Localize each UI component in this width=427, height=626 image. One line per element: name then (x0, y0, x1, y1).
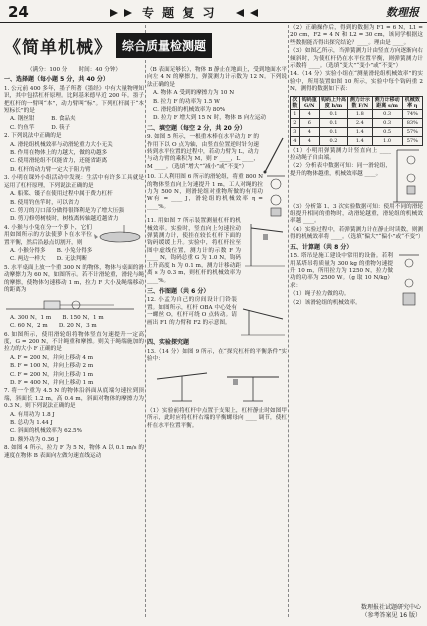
option-line: D. 剪刀修剪树枝时，树枝离转轴越近越省力 (10, 216, 119, 223)
table-row (291, 136, 423, 145)
section-heading: 二、填空题（每空 2 分，共 20 分） (147, 124, 246, 132)
question-13: 13.（14 分）如图 9 所示，在“探究杠杆的平衡条件”实验中： (147, 348, 287, 363)
table-header: 测力计移动距离 s/m (372, 96, 402, 109)
brand-logo: 数理报 (386, 6, 419, 19)
column-divider (288, 25, 289, 617)
option-line: C. 两边一样大 D. 无法判断 (10, 256, 88, 263)
question-1: 1. 公元前 400 多年，墨子所著《墨经》中有大量物理知识，其中包括杠杆原理。比阿基米德早近 200 年。墨子把杠杆的一臂叫“本”，动力臂叫“标”。下列杠杆属于“本短标长”的是 (4, 85, 144, 115)
option-line: D. 拉力 F 增大到 15 N 时，物体 B 向左运动 (153, 115, 267, 122)
option-line: A. 船桨、镊子在使用过程中属于费力杠杆 (10, 191, 113, 198)
table-cell: 4 (291, 136, 300, 145)
question-3: 3. 小明在课外小组活动中发现：生活中有许多工具就是运用了杠杆原理，下列说法正确的是 (4, 175, 144, 189)
option-line: C. 斜面的机械效率为 62.5% (10, 428, 82, 435)
table-header: 测力计示数 F/N (348, 96, 373, 109)
question-6: 6. 如图所示，使用滑轮组将物体竖直匀速提升一定高度，G = 200 N，不计绳重和摩擦。则关于绳端施加的拉力的大小 F 正确的是 (4, 331, 144, 353)
option-line: A. F = 200 N，并向上移动 4 m (10, 354, 94, 361)
footer-line: （参考答案见 16 版） (361, 612, 421, 619)
section-heading: 一、选择题（每小题 5 分，共 40 分） (4, 76, 109, 84)
column-divider (145, 25, 146, 617)
question-13-part-1: （1）实验前将杠杆中点置于支架上，杠杆静止时如图甲所示，此时应将杠杆右端的平衡螺母向 ____ 调节，使杠杆在水平位置平衡。 (147, 407, 287, 429)
option-line: A. 滑轮组机械效率与动滑轮重力大小无关 (10, 141, 113, 148)
lever-balance-figure (147, 365, 287, 405)
triangle-right-icon (236, 9, 244, 17)
table-cell: 57% (402, 136, 422, 145)
question-13-part-2: （2）正确操作后，得到的数据为 F1 = 6 N，L1 = 20 cm，F2 = 4 N 和 L2 = 30 cm，该同学根据这些数据能否得出探究结论？____。理由是 ____。 (290, 25, 423, 46)
table-row (291, 118, 423, 127)
column-3 (290, 25, 423, 617)
table-cell: 2.4 (348, 118, 373, 127)
question-14-part-2: （2）分析表中数据可知：同一滑轮组，提升的物体越重，机械效率越 ____。 (290, 163, 391, 177)
option-line: D. 额外功为 0.36 J (10, 436, 59, 443)
question-9: 9. 如图 5 所示，一根重木棒在水平动力 F 的作用下以 O 点为轴，由竖直位置逆时针匀速转到水平位置的过程中，若动力臂为 L，动力与动力臂的乘积为 M，则 F ____，L ____，M ____。（选填“增大”“减小”或“不变”） (147, 134, 259, 170)
table-header: 钩码上升高度 h/m (320, 96, 346, 109)
table-row (291, 109, 423, 118)
table-cell: 1 (291, 109, 300, 118)
option-line: C. 剪刀的刀口部分做得很锋利是为了增大压强 (10, 207, 124, 214)
option-line: A. 300 N，1 m B. 150 N，1 m (10, 314, 104, 321)
triangle-right-icon (250, 9, 258, 17)
option-line: A. 物体 A 受到的摩擦力为 10 N (153, 90, 235, 97)
tower-crane-figure (395, 253, 423, 309)
table-cell: 6 (299, 118, 319, 127)
triangle-left-icon (124, 9, 132, 17)
option-line: C. 60 N，2 m D. 20 N，3 m (10, 323, 97, 330)
option-line: D. 杠杆的动力臂一定大于阻力臂 (10, 166, 91, 173)
table-cell: 3 (291, 127, 300, 136)
question-7: 7. 将一个重为 4.5 N 的物体沿斜面从底端匀速拉到顶端，斜面长 1.2 m，高 0.4 m，斜面对物体的摩擦力为 0.3 N。则下列说法正确的是 (4, 388, 144, 410)
table-cell: 0.1 (319, 127, 347, 136)
table-cell: 0.3 (372, 109, 402, 118)
question-5: 5. 水平桌面上放一个重 300 N 的物体，物体与桌面的滑动摩擦力为 60 N，如图所示。若不计滑轮重，滑轮与绳的摩擦，使物体匀速移动 1 m，拉力 F 大小及绳端移动的距离为 (4, 264, 144, 293)
table-cell: 4 (299, 109, 319, 118)
data-table (290, 96, 423, 146)
question-2: 2. 下列说法中正确的是 (4, 133, 62, 140)
question-14-part-4: （4）实验过程中，若弹簧测力计在静止时读数，则测得的机械效率将 ____。（选填“偏大”“偏小”或“不变”） (290, 226, 424, 241)
table-header: 次数 (292, 96, 298, 109)
option-line: B. 拉力 F 的功率为 1.5 W (153, 98, 220, 105)
section-heading: 三、作图题（共 6 分） (147, 287, 210, 295)
question-12: 12. 小孟为自己的房间设计门铃装置。如图所示，杠杆 OBA 中心处有一螺丝 O，杠杆可绕 O 点转动。请画出 F1 的力臂和 F2 的示意图。 (147, 297, 237, 326)
table-cell: 0.2 (319, 136, 347, 145)
question-10: 10. 工人利用图 6 所示的滑轮组，将重 800 N 的物体竖直向上匀速提升 1 m，工人对绳的拉力为 500 N，则滑轮组对重物所做的有用功 W有 = ____ J，滑轮组的机械效率 η = ____%。 (147, 174, 263, 210)
table-cell: 1.0 (372, 136, 402, 145)
radish-figure (94, 225, 144, 247)
lever-figure (261, 134, 287, 174)
pulley-stand-figure (393, 148, 423, 204)
pulley-figure (4, 295, 144, 311)
page-number: 24 (8, 3, 29, 21)
option-line: C. 滑轮组的机械效率为 80% (153, 107, 226, 114)
table-cell: 2 (291, 118, 300, 127)
pulley-block-figure (265, 174, 287, 218)
option-line: A. 钢丝钳 B. 食品夹 (10, 116, 76, 123)
exam-meta: （满分：100 分 时间：40 分钟） (26, 67, 122, 73)
doorbell-lever-figure (239, 297, 287, 337)
page-header (0, 0, 427, 23)
banner (4, 25, 286, 65)
table-cell: 1.8 (348, 109, 373, 118)
question-13-part-3: （3）如图乙所示，当弹簧测力计由竖直方向逐渐向右倾斜时，为使杠杆仍在水平位置平衡，则弹簧测力计示数将 ____。（选填“变大”“变小”或“不变”） (290, 48, 423, 70)
footer-line: 数理报社试题研究中心 (360, 604, 421, 611)
table-row (291, 127, 423, 136)
table-cell: 1.4 (348, 136, 373, 145)
table-header: 钩码重 G/N (299, 96, 319, 109)
table-cell: 4 (299, 136, 319, 145)
option-line: C. 使用滑轮组不仅能省力，还能省距离 (10, 158, 108, 165)
table-header: 机械效率 η (402, 96, 422, 109)
banner-subtitle: 综合质量检测题 (116, 33, 212, 58)
table-cell: 74% (402, 109, 422, 118)
question-15: 15. 塔吊是施工建设中常用的设备。若利用某塔吊将质量为 300 kg 的重物匀速提升 10 m，所用拉力为 1250 N，拉力做功的功率为 2500 W。（g 取 10 N/kg）求： (290, 253, 393, 289)
lever-efficiency-figure (243, 218, 287, 268)
option-line: C. F = 200 N，并向上移动 1 m (10, 371, 94, 378)
question-15-part-2: （2）该滑轮组的机械效率。 (290, 299, 361, 306)
option-line: D. F = 400 N，并向上移动 1 m (10, 380, 94, 387)
question-14: 14.（14 分）实验小组在“测量滑轮组机械效率”的实验中，所用装置如图 10 所示，实验中每个钩码重 2 N，测得的数据如下表： (290, 71, 423, 93)
table-cell: 1.4 (348, 127, 373, 136)
option-line: B. 作用在物体上的力越大，做的功越多 (10, 150, 108, 157)
section-heading: 四、实验探究题 (147, 339, 190, 347)
triangle-left-icon (110, 9, 118, 17)
section-heading: 五、计算题（共 8 分） (290, 243, 353, 251)
table-cell: 0.1 (319, 109, 347, 118)
table-cell: 0.1 (319, 118, 347, 127)
question-11: 11. 用如图 7 所示装置测量杠杆的机械效率。实验时，竖直向上匀速拉动弹簧测力计，使挂在较长杠杆下面的钩码缓缓上升。实验中，将杠杆拉至图中虚线位置，测力计的示数 F 为 ____ N，钩码总重 G 为 1.0 N，钩码上升高度 h 为 0.1 m，测力计移动距离 s 为 0.3 m，则杠杆的机械效率为 ____%。 (147, 218, 241, 284)
table-cell: 83% (402, 118, 422, 127)
table-cell: 4 (299, 127, 319, 136)
question-15-part-1: （1）绳子拉力做的功。 (290, 291, 350, 298)
table-cell: 57% (402, 127, 422, 136)
option-line: B. 使用钓鱼竿时，可以省力 (10, 199, 80, 206)
section-title: 专 题 复 习 (142, 6, 217, 20)
option-line: C. 钓鱼竿 D. 筷子 (10, 124, 71, 131)
option-line: B. F = 100 N，并向上移动 2 m (10, 363, 94, 370)
option-line: A. 有用功为 1.8 J (10, 411, 55, 418)
question-14-part-1: （1）小明用弹簧测力计竖直向上 ____ 拉动绳子自由端。 (290, 147, 391, 162)
table-cell: 0.3 (372, 118, 402, 127)
question-8-continued: （B 表面足够长），物体 B 静止在地面上，受到地面水平向左 4 N 的摩擦力，弹簧测力计示数为 12 N。下列说法正确的是 (147, 67, 287, 88)
question-14-part-3: （3）分析第 1、3 次实验数据可知：使用不同的滑轮组提升相同的重物时，动滑轮越重，滑轮组的机械效率越 ____。 (290, 203, 423, 225)
footer-credit (361, 604, 421, 620)
question-4: 4. 小猴与小兔在分一个萝卜，它们用如图所示的方法使萝卜在水平位置平衡，然后沿悬点切割开，则 (4, 224, 92, 246)
question-8: 8. 如图 4 所示，拉力 F 为 5 N，物体 A 以 0.1 m/s 的速度在物体 B 表面向左做匀速直线运动 (4, 445, 144, 459)
option-line: B. 总功为 1.44 J (10, 420, 53, 427)
table-cell: 0.5 (372, 127, 402, 136)
column-2 (147, 67, 287, 617)
banner-title: 《简单机械》 (4, 37, 112, 58)
option-line: A. 小猴分得多 B. 小兔分得多 (10, 247, 93, 254)
